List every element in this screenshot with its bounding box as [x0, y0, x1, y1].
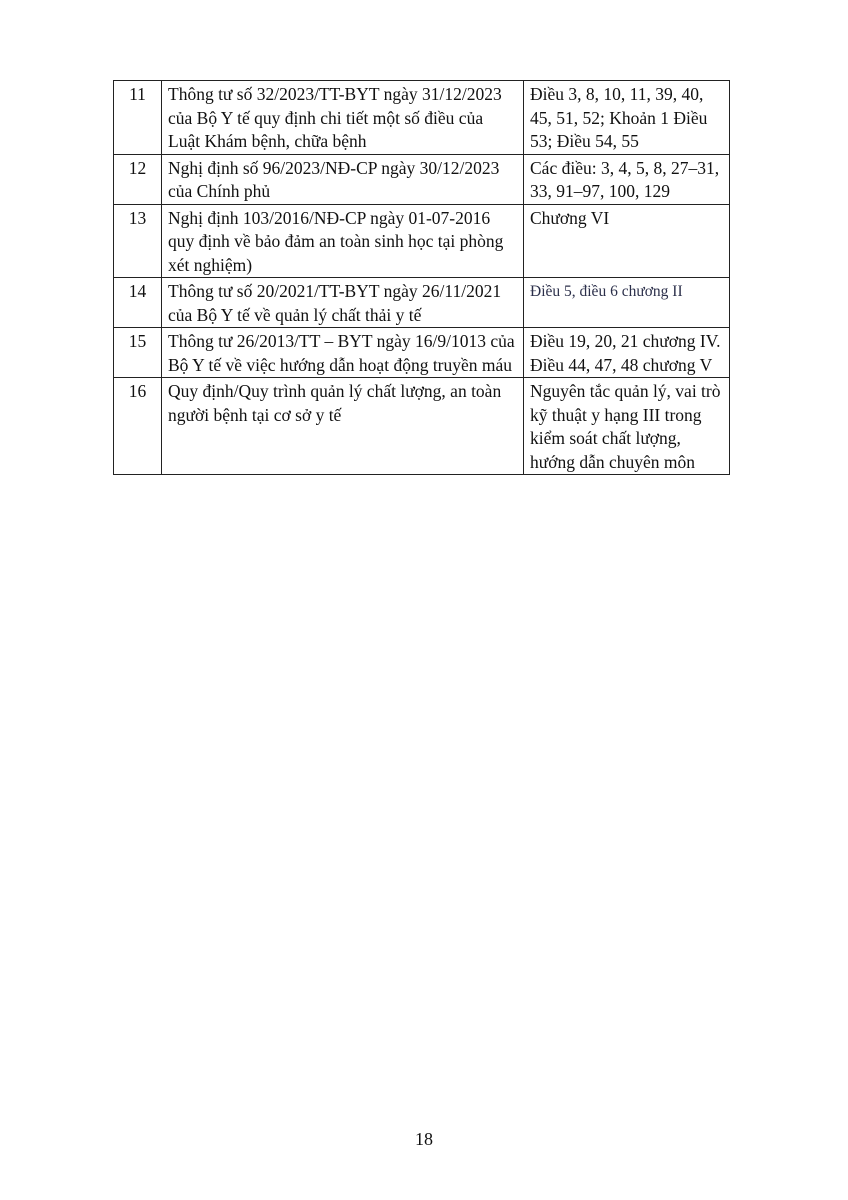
table-row [114, 278, 730, 328]
table-row [114, 81, 730, 155]
document-title: Thông tư số 20/2021/TT-BYT ngày 26/11/2021 của Bộ Y tế về quản lý chất thải y tế [162, 278, 524, 328]
row-number: 13 [114, 204, 162, 278]
document-title: Thông tư số 32/2023/TT-BYT ngày 31/12/2023 của Bộ Y tế quy định chi tiết một số điều của Luật Khám bệnh, chữa bệnh [162, 81, 524, 155]
document-title: Quy định/Quy trình quản lý chất lượng, an toàn người bệnh tại cơ sở y tế [162, 378, 524, 475]
document-title: Thông tư 26/2013/TT – BYT ngày 16/9/1013 của Bộ Y tế về việc hướng dẫn hoạt động truyền máu [162, 328, 524, 378]
applicable-articles: Nguyên tắc quản lý, vai trò kỹ thuật y hạng III trong kiểm soát chất lượng, hướng dẫn chuyên môn [524, 378, 730, 475]
applicable-articles: Chương VI [524, 204, 730, 278]
applicable-articles: Điều 19, 20, 21 chương IV. Điều 44, 47, 48 chương V [524, 328, 730, 378]
row-number: 11 [114, 81, 162, 155]
applicable-articles: Điều 3, 8, 10, 11, 39, 40, 45, 51, 52; Khoản 1 Điều 53; Điều 54, 55 [524, 81, 730, 155]
document-title: Nghị định 103/2016/NĐ-CP ngày 01-07-2016 quy định về bảo đảm an toàn sinh học tại phòng xét nghiệm) [162, 204, 524, 278]
row-number: 15 [114, 328, 162, 378]
table-row [114, 204, 730, 278]
regulations-table [113, 80, 730, 475]
row-number: 12 [114, 154, 162, 204]
row-number: 16 [114, 378, 162, 475]
table-row [114, 154, 730, 204]
table-row [114, 378, 730, 475]
document-title: Nghị định số 96/2023/NĐ-CP ngày 30/12/2023 của Chính phủ [162, 154, 524, 204]
applicable-articles: Điều 5, điều 6 chương II [524, 278, 730, 328]
page-number: 18 [415, 1129, 433, 1149]
row-number: 14 [114, 278, 162, 328]
table-row [114, 328, 730, 378]
applicable-articles: Các điều: 3, 4, 5, 8, 27–31, 33, 91–97, 100, 129 [524, 154, 730, 204]
